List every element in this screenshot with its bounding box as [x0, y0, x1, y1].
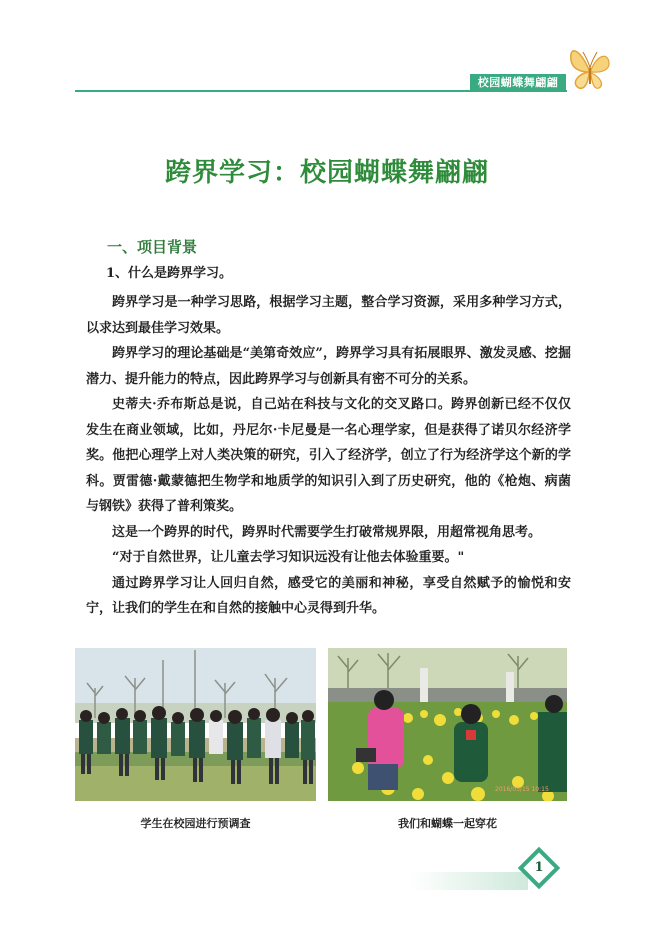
photo-students-walking — [75, 648, 316, 801]
photo-date-stamp: 2016/03/15 10:15 — [495, 786, 549, 793]
paragraph: 史蒂夫·乔布斯总是说，自己站在科技与文化的交叉路口。跨界创新已经不仅仅发生在商业领域，比如，丹尼尔·卡尼曼是一名心理学家，但是获得了诺贝尔经济学奖。他把心理学上对人类决策的研究，引入了经济学，创立了行为经济学这个新的学科。贾雷德·戴蒙德把生物学和地质学的知识引入到了历史研究，他的《枪炮、病菌与钢铁》获得了普利策奖。 — [86, 397, 571, 514]
paragraph: 跨界学习是一种学习思路，根据学习主题，整合学习资源，采用多种学习方式，以求达到最佳学习效果。 — [86, 295, 571, 336]
body-text — [86, 290, 571, 622]
paragraph: 跨界学习的理论基础是“美第奇效应”，跨界学习具有拓展眼界、激发灵感、挖掘潜力、提升能力的特点，因此跨界学习与创新具有密不可分的关系。 — [86, 346, 571, 387]
quote-paragraph: “对于自然世界，让儿童去学习知识远没有让他去体验重要。" — [112, 550, 465, 565]
footer-band — [410, 872, 528, 890]
page-number: 1 — [534, 860, 544, 875]
photo-caption: 我们和蝴蝶一起穿花 — [398, 817, 497, 830]
photo-butterfly-flowers — [328, 648, 567, 801]
running-header: 校园蝴蝶舞翩翩 — [470, 74, 566, 92]
paragraph: 这是一个跨界的时代，跨界时代需要学生打破常规界限，用超常视角思考。 — [112, 524, 542, 540]
page-title: 跨界学习：校园蝴蝶舞翩翩 — [164, 158, 489, 188]
photo-caption: 学生在校园进行预调查 — [140, 817, 251, 830]
subheading: 1、什么是跨界学习。 — [106, 266, 233, 281]
butterfly-icon — [563, 40, 617, 96]
paragraph: 通过跨界学习让人回归自然，感受它的美丽和神秘，享受自然赋予的愉悦和安宁，让我们的学生在和自然的接触中心灵得到升华。 — [86, 575, 571, 616]
section-heading: 一、项目背景 — [107, 238, 198, 256]
